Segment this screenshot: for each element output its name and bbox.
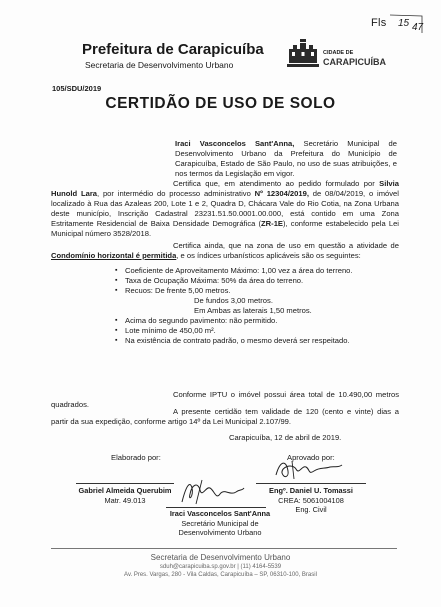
document-number: 105/SDU/2019 bbox=[52, 84, 102, 93]
signature-engineer bbox=[272, 457, 344, 481]
activity-text-b: , e os índices urbanísticos aplicáveis são os seguintes: bbox=[176, 251, 361, 260]
list-item: ▪ Recuos: De frente 5,00 metros. bbox=[115, 286, 397, 296]
intro-paragraph bbox=[175, 139, 397, 179]
activity-paragraph bbox=[51, 241, 399, 261]
issue-date: Carapicuíba, 12 de abril de 2019. bbox=[229, 433, 342, 442]
signature-line-bottom bbox=[166, 507, 266, 508]
footer-address: Av. Pres. Vargas, 280 - Vila Caldas, Carapicuíba – SP, 06310-100, Brasil bbox=[124, 572, 317, 578]
page-stamp-number: 15 bbox=[398, 18, 410, 29]
cert-text-d: ), conforme estabelecido pela Lei Municipal número 3528/2018. bbox=[51, 219, 399, 238]
applicant-name: Silvia Hunold Lara bbox=[51, 179, 399, 198]
cert-text-c: de 08/04/2019, o imóvel localizado à Rua das Azaleas 200, Lote 1 e 2, Quadra D, Chácara Vale do Rio Cotia, na Zona Urbana deste município, Inscrição Cadastral 23231.51.50.0001.00.000, está contido em uma Zona Estritamente Residencial de Baixa Densidade Demográfica ( bbox=[51, 189, 399, 228]
intro-text: Secretário Municipal de Desenvolvimento Urbano da Prefeitura do Município de Carapicuíba, Estado de São Paulo, no uso de suas atribuições, e nos termos da Legislação em vigor. bbox=[175, 139, 397, 178]
list-item: ▪ Coeficiente de Aproveitamento Máximo: 1,00 vez a área do terreno. bbox=[115, 266, 397, 276]
page-stamp-number-secondary: 47 bbox=[412, 22, 424, 33]
list-item: ▪ Taxa de Ocupação Máxima: 50% da área do terreno. bbox=[115, 276, 397, 286]
cert-text-a: Certifica que, em atendimento ao pedido formulado por bbox=[173, 179, 375, 188]
list-item: ▪ Acima do segundo pavimento: não permitido. bbox=[115, 316, 397, 326]
footer-contact: sduh@carapicuiba.sp.gov.br | (11) 4164-5539 bbox=[159, 564, 282, 570]
cert-text-b: , por intermédio do processo administrativo bbox=[97, 189, 255, 198]
footer-divider bbox=[51, 548, 397, 549]
validity-text: A presente certidão tem validade de 120 (cento e vinte) dias a partir da sua expedição, conforme artigo 14º da Lei Municipal 2.107/99. bbox=[51, 407, 399, 426]
elaborated-by-label: Elaborado por: bbox=[111, 453, 161, 462]
approver-role: Eng. Civil bbox=[295, 505, 327, 514]
secretary-signature-name: Iraci Vasconcelos Sant'Anna bbox=[169, 509, 271, 518]
logo-city-name: CARAPICUÍBA bbox=[323, 57, 386, 67]
area-text: Conforme IPTU o imóvel possui área total de 10.490,00 metros quadrados. bbox=[51, 390, 399, 409]
zone-code: ZR-1E bbox=[261, 219, 283, 228]
activity-text-a: Certifica ainda, que na zona de uso em questão a atividade de bbox=[173, 241, 399, 250]
list-item-sub: Em Ambas as laterais 1,50 metros. bbox=[194, 306, 312, 315]
secretary-role-line1: Secretário Municipal de bbox=[181, 519, 259, 528]
city-crest-icon bbox=[286, 37, 320, 71]
list-item: ▪ Na existência de contrato padrão, o mesmo deverá ser respeitado. bbox=[115, 336, 397, 346]
process-number: Nº 12304/2019, bbox=[254, 189, 309, 198]
page-stamp-label: Fls bbox=[371, 17, 387, 29]
signature-line-left bbox=[76, 483, 174, 484]
elaborator-name: Gabriel Almeida Querubim bbox=[78, 486, 172, 495]
footer-department: Secretaria de Desenvolvimento Urbano bbox=[150, 553, 291, 562]
header-title: Prefeitura de Carapicuíba bbox=[82, 41, 264, 58]
signature-line-right bbox=[256, 483, 366, 484]
secretary-role-line2: Desenvolvimento Urbano bbox=[178, 528, 262, 537]
validity-paragraph bbox=[51, 407, 399, 427]
urban-indices-list bbox=[115, 266, 397, 346]
approver-crea: CREA: 5061004108 bbox=[278, 496, 344, 505]
approver-name: Engº. Daniel U. Tomassi bbox=[269, 486, 353, 495]
header-subtitle: Secretaria de Desenvolvimento Urbano bbox=[85, 60, 234, 70]
approved-by-label: Aprovado por: bbox=[287, 453, 335, 462]
certification-paragraph bbox=[51, 179, 399, 239]
activity-permitted: Condomínio horizontal é permitida bbox=[51, 251, 177, 260]
elaborator-registration: Matr. 49.013 bbox=[104, 496, 146, 505]
list-item: ▪ Lote mínimo de 450,00 m². bbox=[115, 326, 397, 336]
document-title: CERTIDÃO DE USO DE SOLO bbox=[105, 95, 336, 112]
signature-secretary bbox=[176, 476, 246, 506]
secretary-name: Iraci Vasconcelos Sant'Anna, bbox=[175, 139, 295, 148]
logo-small-text: CIDADE DE bbox=[323, 50, 354, 56]
list-item-sub: De fundos 3,00 metros. bbox=[194, 296, 273, 305]
